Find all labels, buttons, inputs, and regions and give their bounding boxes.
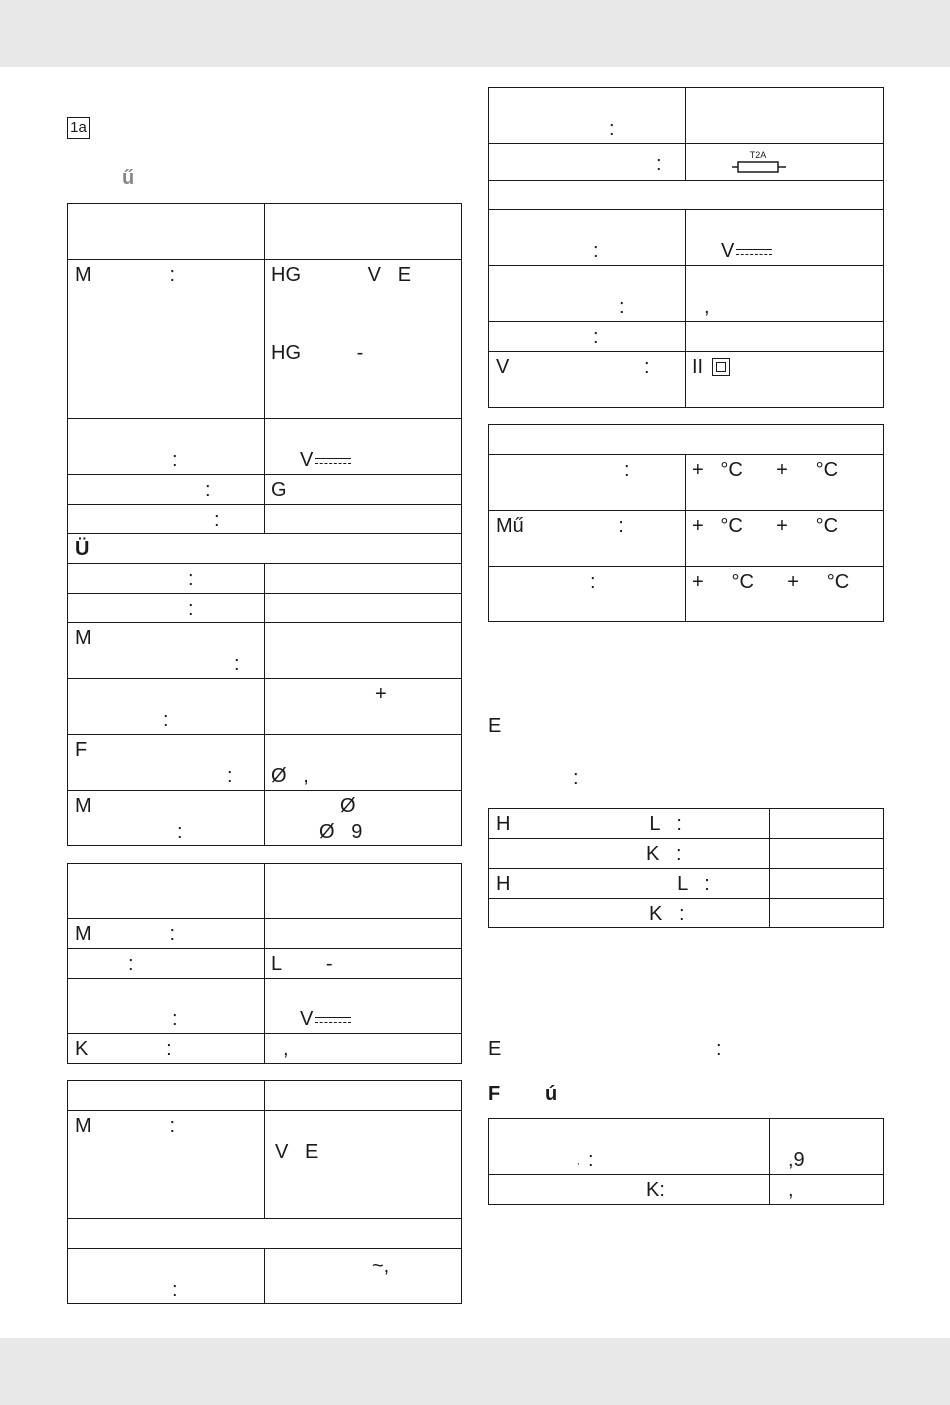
- table-cell: [68, 864, 265, 919]
- spec-table-third: [67, 1080, 462, 1304]
- cell-value: HG V E: [271, 264, 412, 286]
- table-cell: [265, 949, 462, 979]
- table-section-header: [489, 181, 884, 210]
- cell-value: G: [271, 479, 287, 501]
- table-cell: [489, 144, 686, 181]
- bottom-margin-band: [0, 1338, 950, 1405]
- cell-label: M :: [75, 264, 176, 286]
- table-cell: [770, 1175, 884, 1205]
- cell-label: K :: [649, 903, 685, 925]
- cell-label: :: [590, 571, 596, 593]
- table-cell: [770, 809, 884, 839]
- table-cell: [489, 88, 686, 144]
- cell-label: ,: [577, 1156, 580, 1166]
- table-cell: [265, 475, 462, 505]
- cell-label: :: [172, 449, 178, 471]
- fuse-icon: [730, 149, 790, 175]
- voltage-unit: V: [721, 240, 735, 262]
- cell-value: L -: [271, 953, 333, 975]
- table-cell: [686, 144, 884, 181]
- table-section-header: [68, 1219, 462, 1249]
- subsection-heading: ú: [545, 1083, 558, 1105]
- cell-label: F: [75, 739, 88, 761]
- cell-label: K :: [75, 1038, 172, 1060]
- cell-value: + °C + °C: [692, 515, 839, 537]
- table-cell: [68, 1249, 265, 1304]
- cell-label: Mű :: [496, 515, 624, 537]
- cell-label: :: [163, 709, 169, 731]
- table-cell: [265, 204, 462, 260]
- table-cell: [489, 839, 770, 869]
- cell-label: :: [227, 765, 233, 787]
- table-cell: [265, 260, 462, 419]
- table-cell: [686, 455, 884, 511]
- table-cell: [265, 594, 462, 623]
- table-cell: [68, 949, 265, 979]
- cell-value: Ø 9: [319, 821, 363, 843]
- cell-value: ,: [283, 1038, 289, 1060]
- cell-value: HG -: [271, 342, 364, 364]
- protection-class-ii-icon: [712, 358, 730, 376]
- table-section-header: [489, 425, 884, 455]
- table-cell: [68, 1111, 265, 1219]
- cell-label: :: [593, 326, 599, 348]
- note-text: E: [488, 715, 502, 737]
- table-cell: [68, 594, 265, 623]
- fuse-rating-label: T2A: [749, 150, 767, 160]
- spec-table-right-top: [488, 87, 884, 408]
- cell-label: V: [496, 356, 510, 378]
- table-cell: [265, 679, 462, 735]
- table-cell: [489, 899, 770, 928]
- table-cell: [68, 260, 265, 419]
- table-cell: [265, 505, 462, 534]
- cell-label: M :: [75, 923, 176, 945]
- table-cell: [265, 735, 462, 791]
- spec-table-main: [67, 203, 462, 846]
- table-cell: [489, 210, 686, 266]
- table-cell: [489, 869, 770, 899]
- table-cell: [770, 1119, 884, 1175]
- table-cell: [265, 419, 462, 475]
- table-cell: [68, 623, 265, 679]
- table-cell: [489, 352, 686, 408]
- cell-label: :: [128, 953, 134, 975]
- table-cell: [489, 322, 686, 352]
- cell-value: V E: [275, 1141, 319, 1163]
- cell-value: + °C + °C: [692, 459, 839, 481]
- table-cell: [68, 979, 265, 1034]
- table-cell: [68, 791, 265, 846]
- table-cell: [686, 322, 884, 352]
- table-cell: [265, 1249, 462, 1304]
- cell-label: :: [214, 509, 220, 531]
- cell-label: :: [656, 153, 662, 175]
- cell-value: Ø ,: [271, 765, 309, 787]
- cell-label: :: [593, 240, 599, 262]
- table-cell: [489, 1119, 770, 1175]
- table-cell: [686, 511, 884, 567]
- cell-label: M: [75, 627, 92, 649]
- cell-label: :: [188, 598, 194, 620]
- cell-value: ,9: [788, 1149, 805, 1171]
- cell-value: ~,: [372, 1255, 390, 1277]
- cell-label: M :: [75, 1115, 176, 1137]
- cell-label: :: [619, 296, 625, 318]
- voltage-unit: V: [300, 449, 314, 471]
- cell-label: :: [172, 1008, 178, 1030]
- cell-label: :: [609, 118, 615, 140]
- dc-symbol-icon: [315, 1015, 351, 1025]
- note-text: E: [488, 1038, 502, 1060]
- cell-label: :: [588, 1149, 594, 1171]
- table-cell: [265, 864, 462, 919]
- table-cell: [68, 475, 265, 505]
- table-cell: [68, 564, 265, 594]
- cell-label: :: [205, 479, 211, 501]
- value-table-bottom: [488, 1118, 884, 1205]
- cell-label: :: [188, 568, 194, 590]
- cell-label: :: [177, 821, 183, 843]
- table-cell: [770, 899, 884, 928]
- table-cell: [68, 919, 265, 949]
- cell-label: H L :: [496, 873, 710, 895]
- cell-label: :: [234, 653, 240, 675]
- note-text: :: [573, 767, 579, 789]
- cell-value: ,: [704, 296, 710, 318]
- cell-label: :: [644, 356, 650, 378]
- cell-value: [721, 240, 772, 262]
- table-cell: [265, 919, 462, 949]
- dc-symbol-icon: [315, 456, 351, 466]
- table-cell: [489, 511, 686, 567]
- cell-label: :: [624, 459, 630, 481]
- voltage-unit: V: [300, 1008, 314, 1030]
- table-section-header: [68, 534, 462, 564]
- temperature-table: [488, 424, 884, 622]
- section-label: Ü: [75, 538, 90, 560]
- cell-value: +: [375, 683, 387, 705]
- figure-label: 1a: [67, 117, 90, 139]
- cell-label: K :: [646, 843, 682, 865]
- cell-label: H L :: [496, 813, 682, 835]
- table-cell: [770, 869, 884, 899]
- table-cell: [489, 567, 686, 622]
- table-cell: [265, 1081, 462, 1111]
- section-heading: ű: [122, 167, 135, 189]
- table-cell: [686, 567, 884, 622]
- table-cell: [68, 1034, 265, 1064]
- table-cell: [68, 204, 265, 260]
- table-cell: [770, 839, 884, 869]
- table-cell: [68, 505, 265, 534]
- table-cell: [265, 564, 462, 594]
- note-text: :: [716, 1038, 722, 1060]
- cell-value: ,: [788, 1179, 794, 1201]
- dc-symbol-icon: [736, 247, 772, 257]
- cell-label: K:: [646, 1179, 665, 1201]
- table-cell: [686, 210, 884, 266]
- table-cell: [489, 455, 686, 511]
- cell-label: :: [172, 1279, 178, 1301]
- table-cell: [686, 266, 884, 322]
- cell-value: Ø: [340, 795, 356, 817]
- spec-table-second: [67, 863, 462, 1064]
- cell-label: M: [75, 795, 92, 817]
- cell-value: + °C + °C: [692, 571, 850, 593]
- table-cell: [686, 88, 884, 144]
- top-margin-band: [0, 0, 950, 67]
- table-cell: [265, 1034, 462, 1064]
- table-cell: [265, 623, 462, 679]
- table-cell: [265, 1111, 462, 1219]
- table-cell: [68, 735, 265, 791]
- table-cell: [68, 679, 265, 735]
- table-cell: [265, 791, 462, 846]
- value-table: [488, 808, 884, 928]
- table-cell: [489, 266, 686, 322]
- cell-value: [300, 449, 351, 471]
- subsection-heading: F: [488, 1083, 501, 1105]
- table-cell: [489, 809, 770, 839]
- table-cell: [686, 352, 884, 408]
- table-cell: [68, 419, 265, 475]
- table-cell: [489, 1175, 770, 1205]
- protection-class-value: II: [692, 356, 704, 378]
- cell-value: [300, 1008, 351, 1030]
- table-cell: [68, 1081, 265, 1111]
- table-cell: [265, 979, 462, 1034]
